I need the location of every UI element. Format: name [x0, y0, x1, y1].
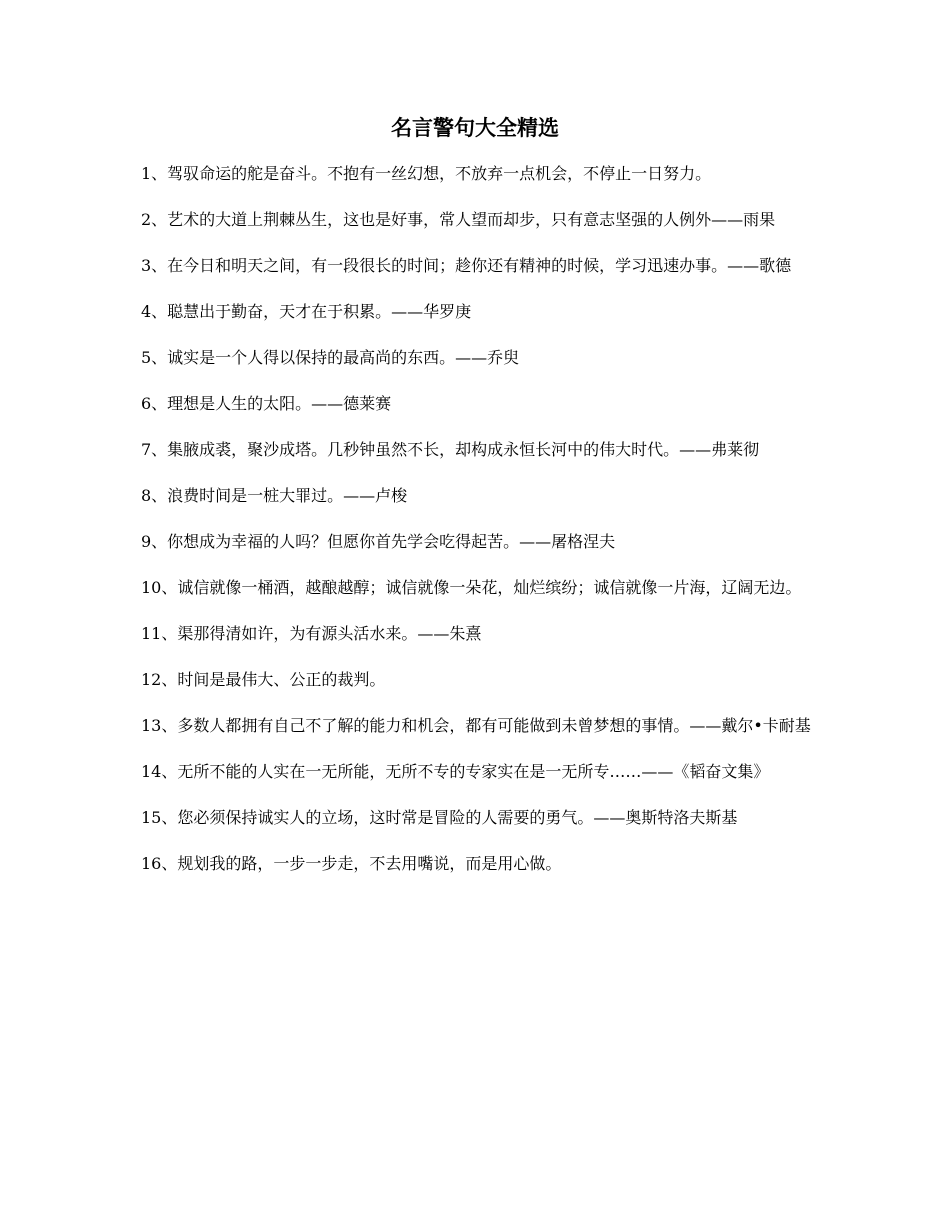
quote-item-10: 10、诚信就像一桶酒，越酿越醇；诚信就像一朵花，灿烂缤纷；诚信就像一片海，辽阔无边。 [141, 578, 802, 597]
quote-item-5: 5、诚实是一个人得以保持的最高尚的东西。——乔臾 [141, 348, 520, 367]
quote-item-7: 7、集腋成裘，聚沙成塔。几秒钟虽然不长，却构成永恒长河中的伟大时代。——弗莱彻 [141, 440, 760, 459]
quote-item-11: 11、渠那得清如许，为有源头活水来。——朱熹 [141, 624, 482, 643]
quote-list [141, 158, 813, 894]
quote-item-14: 14、无所不能的人实在一无所能，无所不专的专家实在是一无所专……——《韬奋文集》 [141, 762, 770, 781]
quote-item-12: 12、时间是最伟大、公正的裁判。 [141, 670, 386, 689]
quote-item-3: 3、在今日和明天之间，有一段很长的时间；趁你还有精神的时候，学习迅速办事。——歌德 [141, 256, 792, 275]
quote-item-13: 13、多数人都拥有自己不了解的能力和机会，都有可能做到未曾梦想的事情。——戴尔•卡耐基 [141, 716, 811, 735]
quote-item-15: 15、您必须保持诚实人的立场，这时常是冒险的人需要的勇气。——奥斯特洛夫斯基 [141, 808, 738, 827]
quote-item-1: 1、驾驭命运的舵是奋斗。不抱有一丝幻想，不放弃一点机会，不停止一日努力。 [141, 164, 712, 183]
document-title: 名言警句大全精选 [391, 116, 559, 140]
quote-item-6: 6、理想是人生的太阳。——德莱赛 [141, 394, 392, 413]
quote-item-16: 16、规划我的路，一步一步走，不去用嘴说，而是用心做。 [141, 854, 562, 873]
quote-item-9: 9、你想成为幸福的人吗？但愿你首先学会吃得起苦。——屠格涅夫 [141, 532, 616, 551]
quote-item-8: 8、浪费时间是一桩大罪过。——卢梭 [141, 486, 408, 505]
quote-item-2: 2、艺术的大道上荆棘丛生，这也是好事，常人望而却步，只有意志坚强的人例外——雨果 [141, 210, 776, 229]
quote-item-4: 4、聪慧出于勤奋，天才在于积累。——华罗庚 [141, 302, 472, 321]
